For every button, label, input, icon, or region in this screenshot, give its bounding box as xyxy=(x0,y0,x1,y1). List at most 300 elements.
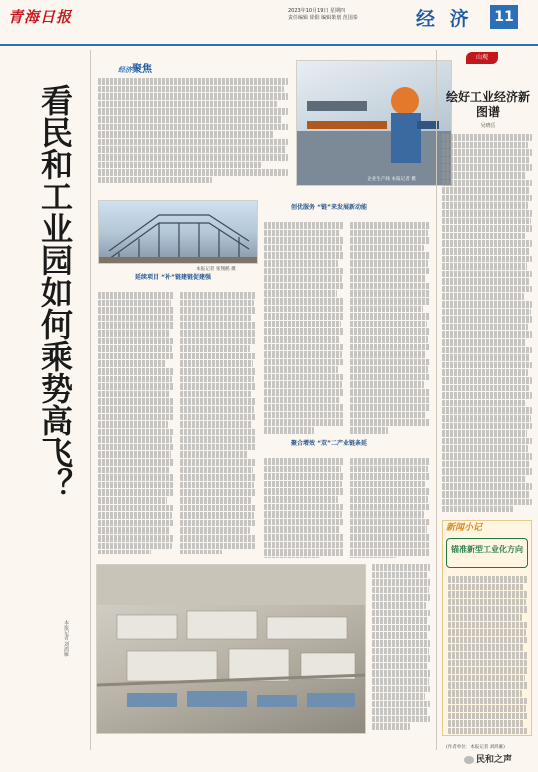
footer-note: (作者单位：本报记者 刘鸿雁) xyxy=(446,745,505,750)
text-line xyxy=(98,315,173,322)
text-line xyxy=(350,245,424,252)
text-line xyxy=(448,652,528,659)
text-line xyxy=(264,328,344,335)
text-line xyxy=(350,549,430,556)
text-line xyxy=(442,423,532,430)
text-line xyxy=(442,461,530,468)
text-line xyxy=(180,512,254,519)
text-line xyxy=(264,336,339,343)
text-line xyxy=(180,429,256,436)
text-line xyxy=(350,306,423,313)
text-line xyxy=(98,497,167,504)
text-line xyxy=(180,543,255,550)
text-line xyxy=(442,278,529,285)
text-line xyxy=(442,225,532,232)
text-line xyxy=(180,497,251,504)
text-line xyxy=(264,526,340,533)
worker-photo xyxy=(296,60,452,186)
text-line xyxy=(264,290,337,297)
text-line xyxy=(442,483,532,490)
text-line xyxy=(372,617,428,624)
text-line xyxy=(442,164,532,171)
text-line xyxy=(442,240,532,247)
text-line xyxy=(98,360,166,367)
text-line xyxy=(448,584,524,591)
text-line xyxy=(98,459,174,466)
focus-tag-main: 聚焦 xyxy=(132,64,152,75)
text-line xyxy=(372,723,410,730)
text-line xyxy=(264,404,344,411)
sub-head-1: 延续项目 “补”链建链促建强 xyxy=(135,274,211,281)
text-line xyxy=(98,93,288,100)
text-line xyxy=(350,557,396,558)
text-line xyxy=(180,322,256,329)
text-line xyxy=(350,404,430,411)
sidebar-tag: 新闻小记 xyxy=(446,523,483,533)
text-line xyxy=(98,108,288,115)
text-line xyxy=(442,407,532,414)
text-line xyxy=(372,655,430,662)
text-line xyxy=(98,512,172,519)
text-line xyxy=(180,489,256,496)
text-line xyxy=(350,222,430,229)
text-line xyxy=(448,660,527,667)
text-line xyxy=(350,268,430,275)
text-line xyxy=(98,474,174,481)
text-line xyxy=(98,535,174,542)
column-1-text xyxy=(98,292,174,554)
text-line xyxy=(264,268,344,275)
text-line xyxy=(264,549,344,556)
text-line xyxy=(442,256,532,263)
text-line xyxy=(448,644,523,651)
text-line xyxy=(448,675,525,682)
text-line xyxy=(180,520,256,527)
text-line xyxy=(372,701,430,708)
text-line xyxy=(180,383,256,390)
text-line xyxy=(98,345,172,352)
text-line xyxy=(448,637,528,644)
text-line xyxy=(372,610,430,617)
text-line xyxy=(372,625,430,632)
text-line xyxy=(448,614,522,621)
text-line xyxy=(372,686,430,693)
column-4-lower-text xyxy=(350,458,430,558)
text-line xyxy=(350,511,424,518)
text-line xyxy=(98,421,168,428)
text-line xyxy=(98,131,273,138)
text-line xyxy=(442,362,532,369)
text-line xyxy=(442,149,532,156)
text-line xyxy=(264,374,344,381)
text-line xyxy=(264,275,342,282)
text-line xyxy=(98,322,174,329)
text-line xyxy=(98,292,174,299)
text-line xyxy=(442,210,532,217)
text-line xyxy=(98,169,288,176)
newspaper-logo: 青海日报 xyxy=(8,8,73,26)
text-line xyxy=(350,504,430,511)
text-line xyxy=(264,298,344,305)
text-line xyxy=(264,458,344,465)
text-line xyxy=(448,705,526,712)
text-line xyxy=(98,527,170,534)
text-line xyxy=(442,377,532,384)
text-line xyxy=(264,389,344,396)
sidebar-text xyxy=(448,576,528,734)
text-line xyxy=(180,474,256,481)
text-line xyxy=(372,716,430,723)
text-line xyxy=(442,142,528,149)
text-line xyxy=(442,491,529,498)
wechat-icon xyxy=(464,756,474,764)
text-line xyxy=(180,330,255,337)
text-line xyxy=(442,445,528,452)
text-line xyxy=(442,438,532,445)
text-line xyxy=(264,466,341,473)
text-line xyxy=(350,275,426,282)
text-line xyxy=(350,374,430,381)
text-line xyxy=(180,451,248,458)
text-line xyxy=(350,542,429,549)
text-line xyxy=(98,78,288,85)
text-line xyxy=(98,505,174,512)
text-line xyxy=(98,368,174,375)
text-line xyxy=(98,398,174,405)
text-line xyxy=(264,366,338,373)
text-line xyxy=(264,237,344,244)
text-line xyxy=(442,248,530,255)
text-line xyxy=(264,306,343,313)
page-number: 11 xyxy=(490,5,518,29)
text-line xyxy=(350,412,426,419)
text-line xyxy=(264,222,344,229)
text-line xyxy=(350,397,429,404)
column-3-lower-text xyxy=(264,458,344,558)
text-line xyxy=(350,283,430,290)
text-line xyxy=(448,720,524,727)
text-line xyxy=(180,421,252,428)
text-line xyxy=(98,391,170,398)
text-line xyxy=(98,406,173,413)
watermark-text: 民和之声 xyxy=(476,755,513,765)
text-line xyxy=(372,670,430,677)
text-line xyxy=(350,534,430,541)
text-line xyxy=(350,336,428,343)
text-line xyxy=(442,476,526,483)
text-line xyxy=(264,252,344,259)
text-line xyxy=(372,693,425,700)
text-line xyxy=(442,400,525,407)
column-4-bottom-text xyxy=(372,564,430,734)
text-line xyxy=(442,172,526,179)
text-line xyxy=(98,146,286,153)
text-line xyxy=(442,331,532,338)
sub-head-2: 创优服务 “链”来发展新动能 xyxy=(291,204,367,211)
text-line xyxy=(180,482,254,489)
commentary-text xyxy=(442,134,532,512)
byline: 本报记者 刘鸿雁 xyxy=(63,620,69,657)
text-line xyxy=(442,324,528,331)
text-line xyxy=(442,430,527,437)
text-line xyxy=(98,330,169,337)
text-line xyxy=(264,504,344,511)
dateline-line: 2023年10月19日 星期四 xyxy=(288,8,346,14)
text-line xyxy=(98,482,173,489)
text-line xyxy=(180,444,256,451)
worker-illustration xyxy=(297,61,452,186)
focus-tag-prefix: 经济 xyxy=(118,66,132,74)
text-line xyxy=(372,594,430,601)
text-line xyxy=(264,534,344,541)
text-line xyxy=(448,728,528,734)
text-line xyxy=(264,245,342,252)
text-line xyxy=(264,344,344,351)
text-line xyxy=(98,353,174,360)
text-line xyxy=(350,427,388,434)
industrial-park-aerial-photo xyxy=(96,564,366,734)
text-line xyxy=(180,307,256,314)
text-line xyxy=(350,252,430,259)
text-line xyxy=(98,177,212,184)
text-line xyxy=(180,535,256,542)
text-line xyxy=(372,564,430,571)
text-line xyxy=(442,180,532,187)
text-line xyxy=(350,488,430,495)
column-3-text xyxy=(264,222,344,434)
text-line xyxy=(350,321,427,328)
text-line xyxy=(180,360,253,367)
text-line xyxy=(98,436,172,443)
text-line xyxy=(442,347,532,354)
text-line xyxy=(350,366,428,373)
focus-tag xyxy=(118,60,152,75)
text-line xyxy=(350,473,430,480)
text-line xyxy=(442,271,532,278)
main-headline: 看民和工业园如何乘势高飞？ xyxy=(36,84,74,500)
text-line xyxy=(98,154,288,161)
text-line xyxy=(442,263,527,270)
intro-text-block xyxy=(98,78,288,186)
text-line xyxy=(264,481,342,488)
text-line xyxy=(442,233,525,240)
text-line xyxy=(264,542,343,549)
text-line xyxy=(350,298,430,305)
text-line xyxy=(98,307,174,314)
text-line xyxy=(350,237,430,244)
text-line xyxy=(442,316,532,323)
aerial-illustration xyxy=(97,565,366,734)
text-line xyxy=(98,520,174,527)
text-line xyxy=(350,290,429,297)
text-line xyxy=(350,466,428,473)
text-line xyxy=(372,648,429,655)
text-line xyxy=(448,690,522,697)
sidebar-title: 锚准新型工业化方向 xyxy=(451,545,523,554)
text-line xyxy=(264,427,314,434)
worker-photo-caption: 企业生产线 本报记者 摄 xyxy=(367,177,416,182)
text-line xyxy=(448,622,528,629)
text-line xyxy=(448,576,528,583)
text-line xyxy=(350,230,428,237)
text-line xyxy=(98,139,288,146)
dateline-line: 责任编辑 徐阳 编辑策划 范国泰 xyxy=(288,15,358,21)
text-line xyxy=(350,344,430,351)
text-line xyxy=(442,195,532,202)
text-line xyxy=(264,351,342,358)
text-line xyxy=(180,459,256,466)
dateline xyxy=(288,8,358,22)
text-line xyxy=(180,467,253,474)
text-line xyxy=(350,458,430,465)
text-line xyxy=(98,489,174,496)
column-4-text xyxy=(350,222,430,434)
text-line xyxy=(448,606,528,613)
text-line xyxy=(98,116,282,123)
text-line xyxy=(98,124,288,131)
text-line xyxy=(180,292,256,299)
text-line xyxy=(442,468,532,475)
text-line xyxy=(442,369,528,376)
text-line xyxy=(264,313,344,320)
text-line xyxy=(180,505,256,512)
text-line xyxy=(98,444,174,451)
text-line xyxy=(372,587,429,594)
text-line xyxy=(98,543,172,550)
text-line xyxy=(442,415,531,422)
text-line xyxy=(442,309,531,316)
text-line xyxy=(350,389,430,396)
text-line xyxy=(372,572,428,579)
column-divider xyxy=(436,50,437,750)
text-line xyxy=(264,397,340,404)
text-line xyxy=(372,602,426,609)
text-line xyxy=(448,698,528,705)
text-line xyxy=(180,315,251,322)
text-line xyxy=(98,550,151,554)
text-line xyxy=(180,345,250,352)
frames-photo-caption: 本报记者 张翔鹤 摄 xyxy=(196,267,236,272)
text-line xyxy=(264,473,344,480)
text-line xyxy=(442,218,531,225)
text-line xyxy=(442,392,532,399)
text-line xyxy=(448,629,526,636)
text-line xyxy=(442,134,532,141)
text-line xyxy=(98,429,174,436)
text-line xyxy=(180,414,256,421)
text-line xyxy=(180,368,256,375)
text-line xyxy=(448,682,528,689)
text-line xyxy=(442,339,526,346)
text-line xyxy=(442,499,532,506)
text-line xyxy=(264,359,344,366)
text-line xyxy=(350,519,430,526)
text-line xyxy=(350,260,428,267)
text-line xyxy=(372,708,428,715)
text-line xyxy=(180,398,256,405)
text-line xyxy=(442,187,529,194)
sub-head-3: 聚合增效 “双”二产业链条延 xyxy=(291,440,367,447)
text-line xyxy=(448,667,528,674)
text-line xyxy=(442,202,528,209)
text-line xyxy=(442,157,530,164)
text-line xyxy=(180,436,255,443)
text-line xyxy=(98,376,172,383)
text-line xyxy=(264,321,341,328)
text-line xyxy=(350,419,430,426)
text-line xyxy=(448,713,528,720)
text-line xyxy=(98,451,171,458)
text-line xyxy=(180,376,254,383)
text-line xyxy=(264,511,342,518)
text-line xyxy=(264,488,344,495)
text-line xyxy=(350,496,428,503)
steel-frames-photo xyxy=(98,200,258,264)
text-line xyxy=(98,86,284,93)
text-line xyxy=(442,453,532,460)
text-line xyxy=(442,506,514,512)
text-line xyxy=(350,313,430,320)
text-line xyxy=(350,481,425,488)
text-line xyxy=(180,338,256,345)
text-line xyxy=(372,579,430,586)
text-line xyxy=(264,519,344,526)
text-line xyxy=(350,526,427,533)
commentary-tag: 山观 xyxy=(466,52,498,64)
text-line xyxy=(264,230,340,237)
text-line xyxy=(98,338,174,345)
text-line xyxy=(372,640,430,647)
text-line xyxy=(442,301,532,308)
text-line xyxy=(264,496,338,503)
text-line xyxy=(180,406,254,413)
watermark-logo xyxy=(464,752,512,765)
text-line xyxy=(372,632,427,639)
text-line xyxy=(448,599,526,606)
text-line xyxy=(264,557,320,558)
column-divider xyxy=(90,50,91,750)
text-line xyxy=(98,383,174,390)
text-line xyxy=(264,260,338,267)
column-2-text xyxy=(180,292,256,554)
text-line xyxy=(448,591,528,598)
text-line xyxy=(180,550,222,554)
text-line xyxy=(264,381,342,388)
text-line xyxy=(180,300,254,307)
text-line xyxy=(372,663,427,670)
text-line xyxy=(98,300,171,307)
text-line xyxy=(350,328,430,335)
text-line xyxy=(350,351,425,358)
text-line xyxy=(98,101,277,108)
text-line xyxy=(350,381,424,388)
text-line xyxy=(442,354,530,361)
text-line xyxy=(98,162,261,169)
text-line xyxy=(264,283,344,290)
text-line xyxy=(180,527,250,534)
text-line xyxy=(98,467,169,474)
text-line xyxy=(442,385,529,392)
text-line xyxy=(98,414,174,421)
text-line xyxy=(180,391,251,398)
text-line xyxy=(442,293,524,300)
section-title: 经 济 xyxy=(416,8,473,30)
text-line xyxy=(372,678,429,685)
steel-frames-illustration xyxy=(99,201,258,264)
text-line xyxy=(442,286,532,293)
text-line xyxy=(264,412,343,419)
commentary-title: 绘好工业经济新图谱 xyxy=(445,90,530,119)
